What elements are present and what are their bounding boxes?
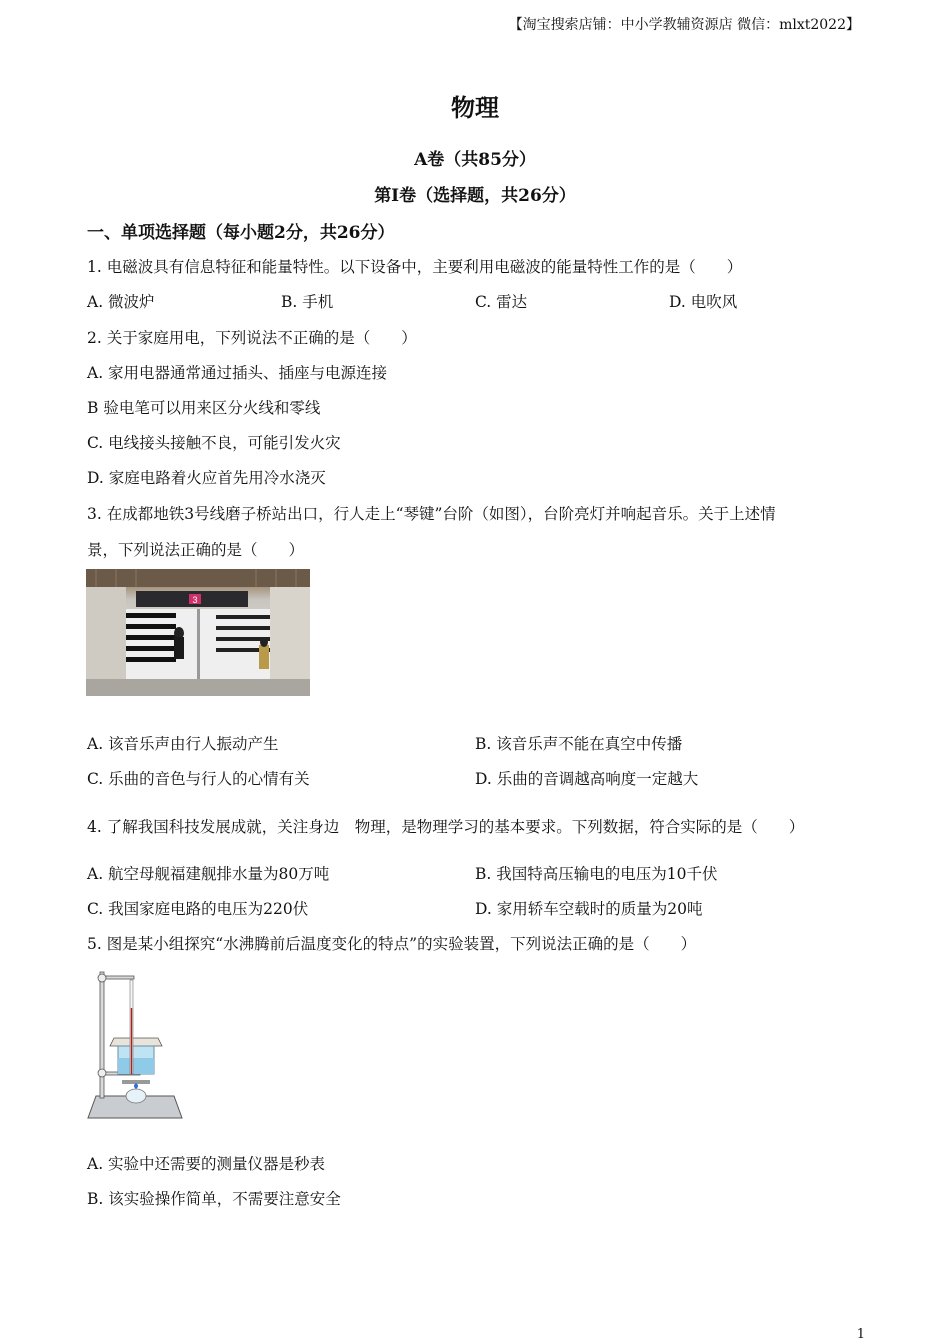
question-4-option-d: D. 家用轿车空载时的质量为20吨 [475, 900, 703, 918]
question-2-stem: 2. 关于家庭用电，下列说法不正确的是（ ） [87, 329, 417, 347]
subway-piano-stairs-photo [86, 569, 310, 696]
question-5-option-b: B. 该实验操作简单，不需要注意安全 [87, 1190, 341, 1208]
question-4-option-a: A. 航空母舰福建舰排水量为80万吨 [87, 865, 330, 883]
question-4-option-b: B. 我国特高压输电的电压为10千伏 [475, 865, 718, 883]
question-5-stem: 5. 图是某小组探究“水沸腾前后温度变化的特点”的实验装置，下列说法正确的是（ ） [87, 935, 697, 953]
question-3-option-c: C. 乐曲的音色与行人的心情有关 [87, 770, 310, 788]
boiling-water-apparatus-figure [86, 968, 186, 1128]
page-title: 物理 [451, 93, 499, 122]
question-4-option-c: C. 我国家庭电路的电压为220伏 [87, 900, 309, 918]
question-1-option-b: B. 手机 [281, 293, 334, 311]
question-3-option-d: D. 乐曲的音调越高响度一定越大 [475, 770, 699, 788]
page-number: 1 [856, 1327, 865, 1342]
question-3-stem-line2: 景，下列说法正确的是（ ） [87, 541, 305, 559]
question-1-option-c: C. 雷达 [475, 293, 528, 311]
header-note: 【淘宝搜索店铺：中小学教辅资源店 微信：mlxt2022】 [508, 17, 860, 33]
question-1-stem: 1. 电磁波具有信息特征和能量特性。以下设备中，主要利用电磁波的能量特性工作的是（ ） [87, 258, 743, 276]
question-1-option-d: D. 电吹风 [669, 293, 738, 311]
paper-subtitle-a: A卷（共85分） [414, 150, 536, 170]
question-3-stem-line1: 3. 在成都地铁3号线磨子桥站出口，行人走上“琴键”台阶（如图），台阶亮灯并响起音乐。关于上述情 [87, 505, 776, 523]
question-3-option-a: A. 该音乐声由行人振动产生 [87, 735, 279, 753]
question-2-option-c: C. 电线接头接触不良，可能引发火灾 [87, 434, 341, 452]
paper-subtitle-b: 第I卷（选择题，共26分） [374, 186, 576, 206]
question-5-option-a: A. 实验中还需要的测量仪器是秒表 [87, 1155, 326, 1173]
section-heading: 一、单项选择题（每小题2分，共26分） [87, 223, 395, 243]
question-4-stem: 4. 了解我国科技发展成就，关注身边 物理，是物理学习的基本要求。下列数据，符合实际的是（ ） [87, 818, 805, 836]
question-2-option-b: B 验电笔可以用来区分火线和零线 [87, 399, 321, 417]
question-3-option-b: B. 该音乐声不能在真空中传播 [475, 735, 683, 753]
question-1-option-a: A. 微波炉 [87, 293, 155, 311]
question-2-option-d: D. 家庭电路着火应首先用冷水浇灭 [87, 469, 326, 487]
subway-sign-text: 3 [192, 595, 198, 605]
question-2-option-a: A. 家用电器通常通过插头、插座与电源连接 [87, 364, 388, 382]
